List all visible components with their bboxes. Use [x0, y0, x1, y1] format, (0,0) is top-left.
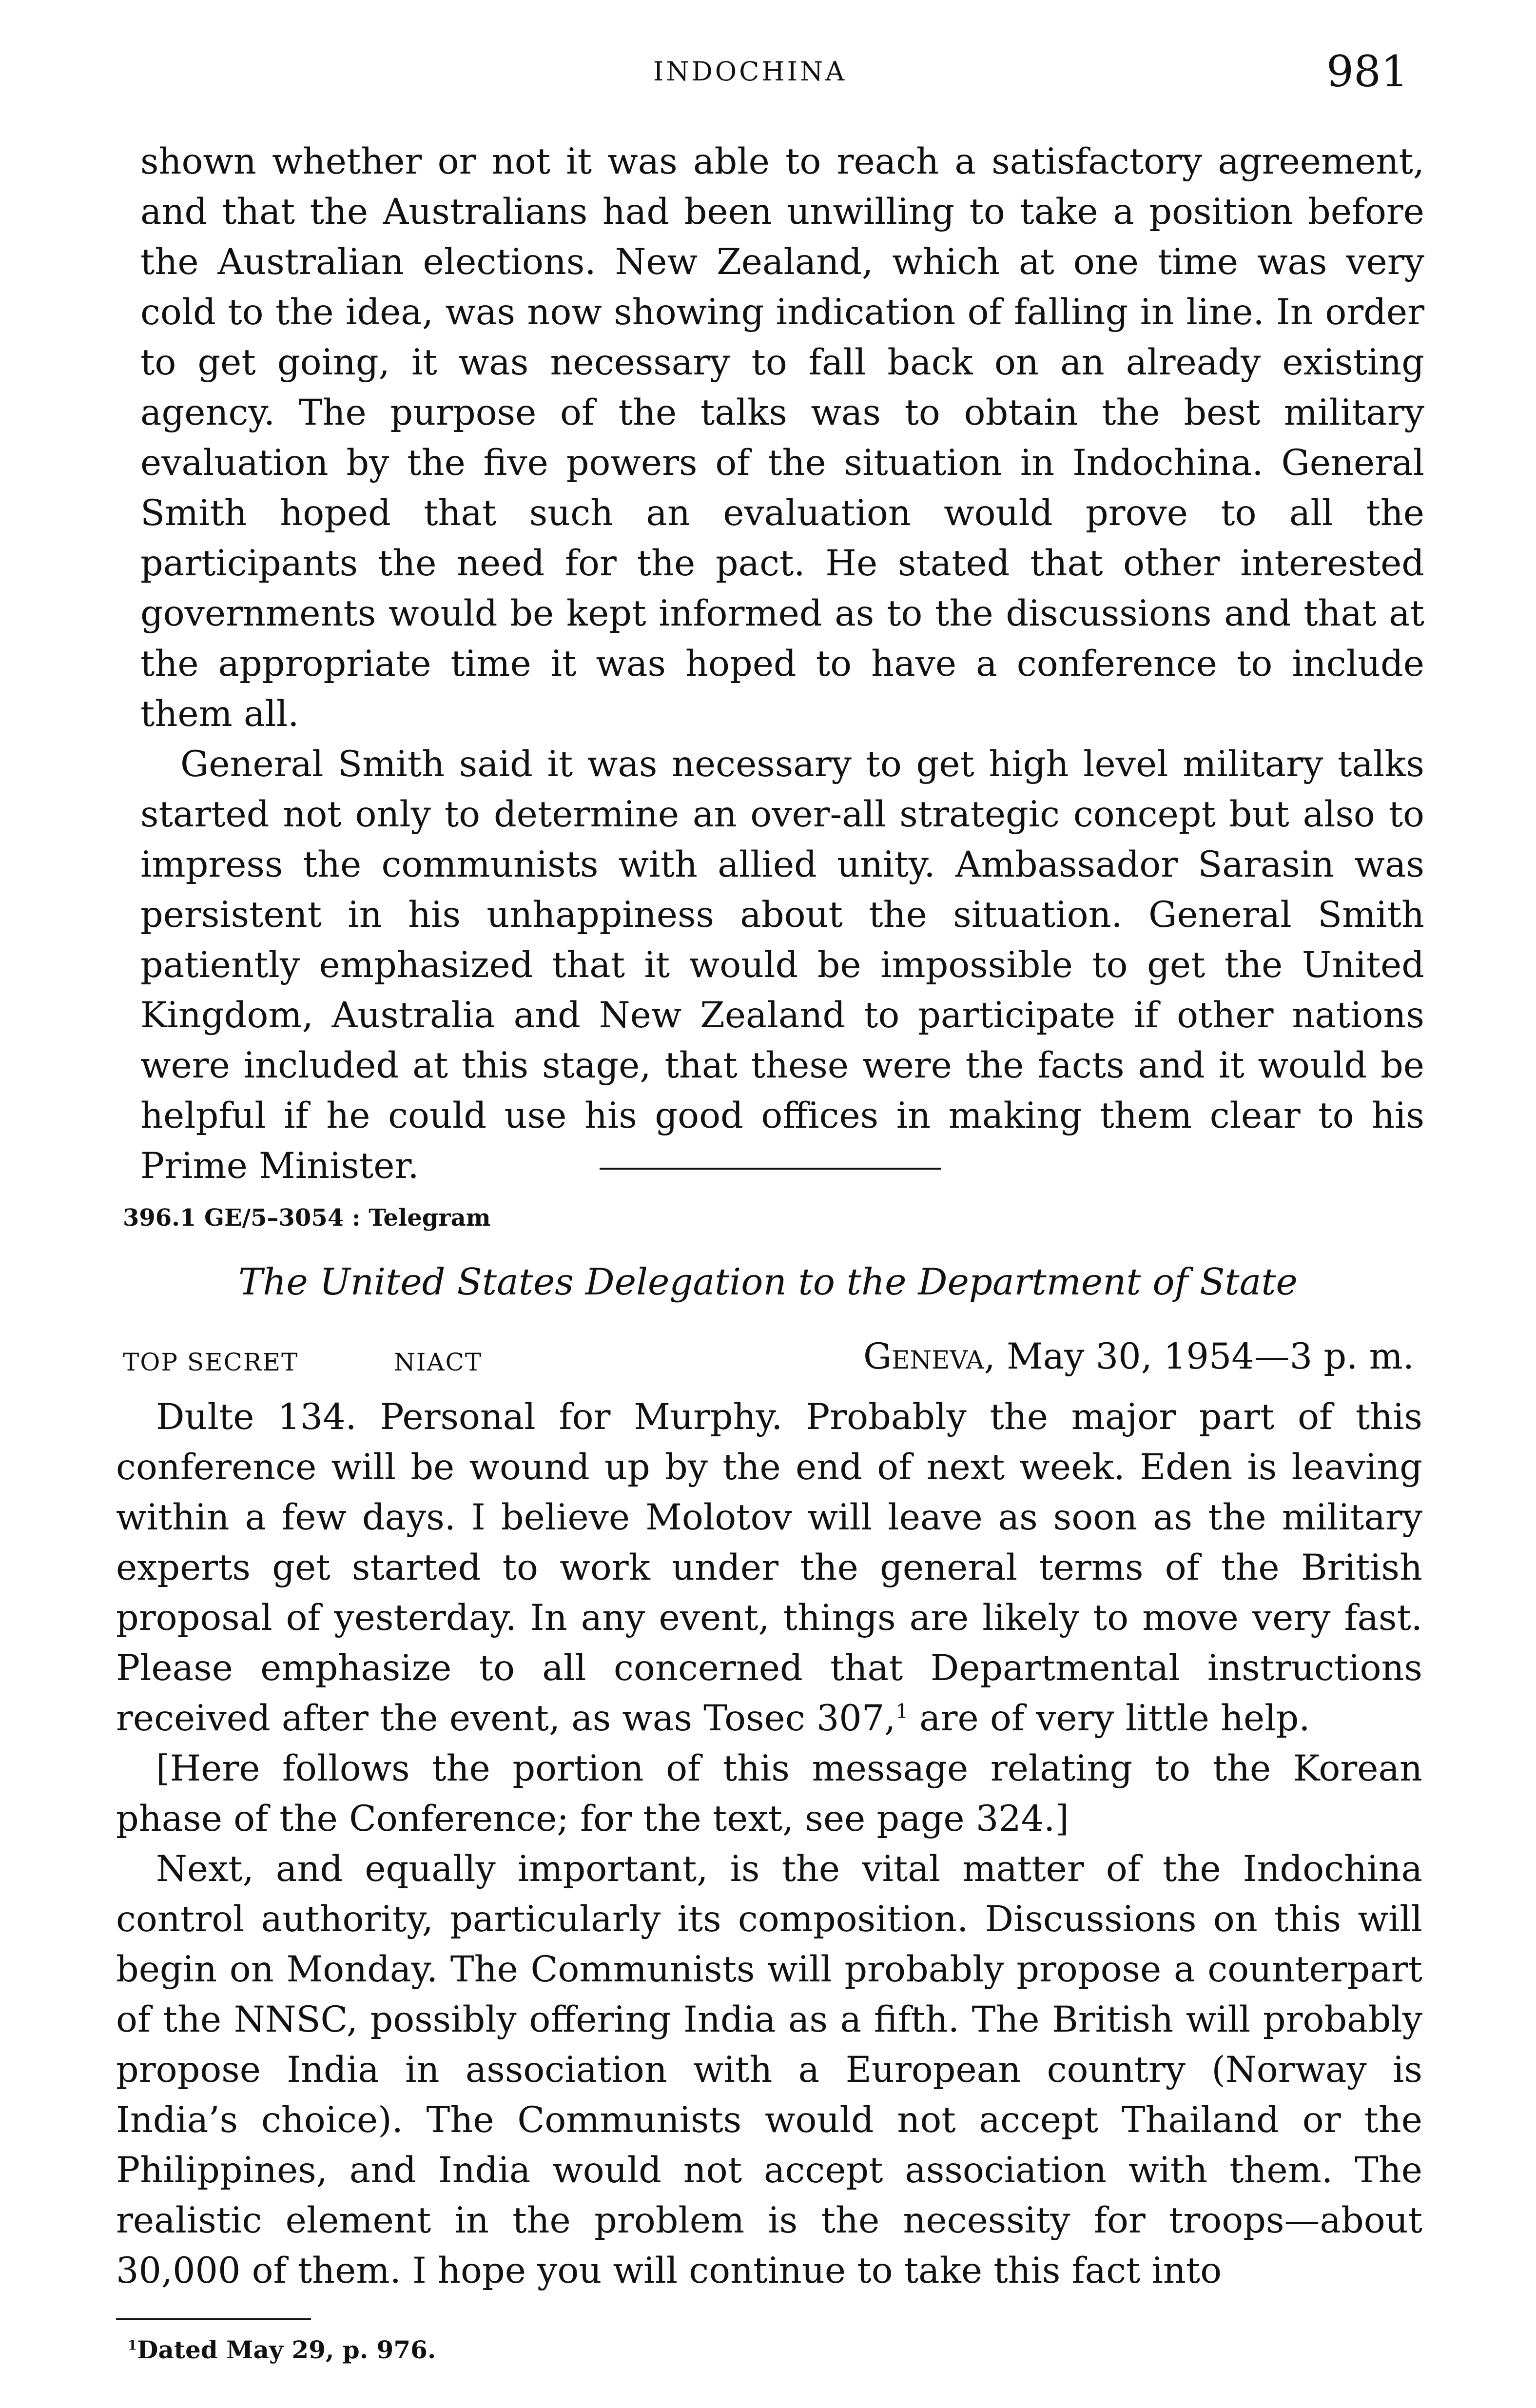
classification-label: TOP SECRET [123, 1348, 299, 1376]
document-title: The United States Delegation to the Department of State [238, 1260, 1298, 1303]
precedence-label: NIACT [394, 1348, 483, 1376]
dateline [863, 1336, 1414, 1377]
footnote-text: Dated May 29, p. 976. [137, 2335, 436, 2364]
page-number: 981 [1326, 46, 1408, 97]
continued-paragraph: shown whether or not it was able to reach a satisfactory agreement, and that the Australians had been unwilling to take a position before the Australian elections. New Zealand, which at one time was very cold to the idea, was now showing indication of falling in line. In order to get going, it was necessary to fall back on an already existing agency. The purpose of the talks was to obtain the best military evaluation by the five powers of the situation in Indochina. General Smith hoped that such an evaluation would prove to all the participants the need for the pact. He stated that other interested governments would be kept informed as to the discussions and that at the appropriate time it was hoped to have a conference to include them all. [140, 141, 1424, 735]
footnote-reference[interactable]: 1 [895, 1700, 908, 1723]
footnote-divider [116, 2318, 311, 2320]
telegram-paragraph [116, 1392, 1422, 1743]
continued-text-block [140, 137, 1424, 1191]
page-header [0, 46, 1536, 100]
footnote [128, 2335, 436, 2364]
running-head: INDOCHINA [653, 56, 847, 87]
footnote-marker: 1 [128, 2337, 137, 2353]
telegram-paragraph: Next, and equally important, is the vital matter of the Indochina control authority, particularly its composition. Discussions on this will begin on Monday. The Communists will probably propose a counterpart of the NNSC, possibly offering India as a fifth. The British will probably propose India in association with a European country (Norway is India’s choice). The Communists would not accept Thailand or the Philippines, and India would not accept association with them. The realistic element in the problem is the necessity for troops—about 30,000 of them. I hope you will continue to take this fact into [116, 1848, 1422, 2291]
dateline-place: Geneva [863, 1336, 984, 1377]
telegram-paragraph-text: Dulte 134. Personal for Murphy. Probably the major part of this conference will be wound up by the end of next week. Eden is leaving within a few days. I believe Molotov will leave as soon as the military experts get started to work under the general terms of the British proposal of yesterday. In any event, things are likely to move very fast. Please emphasize to all concerned that Departmental instructions received after the event, as was Tosec 307, [116, 1396, 1422, 1739]
telegram-paragraph-text: are of very little help. [908, 1698, 1310, 1739]
dateline-date: , May 30, 1954—3 p. m. [984, 1336, 1414, 1377]
section-divider [600, 1168, 941, 1170]
telegram-body [116, 1392, 1422, 2296]
telegram-paragraph: [Here follows the portion of this message relating to the Korean phase of the Conference; for the text, see page 324.] [116, 1748, 1422, 1840]
file-reference: 396.1 GE/5–3054 : Telegram [123, 1204, 491, 1232]
continued-paragraph: General Smith said it was necessary to get high level military talks started not only to determine an over-all strategic concept but also to impress the communists with allied unity. Ambassador Sarasin was persistent in his unhappiness about the situation. General Smith patiently emphasized that it would be impossible to get the United Kingdom, Australia and New Zealand to participate if other nations were included at this stage, that these were the facts and it would be helpful if he could use his good offices in making them clear to his Prime Minister. [140, 744, 1424, 1187]
